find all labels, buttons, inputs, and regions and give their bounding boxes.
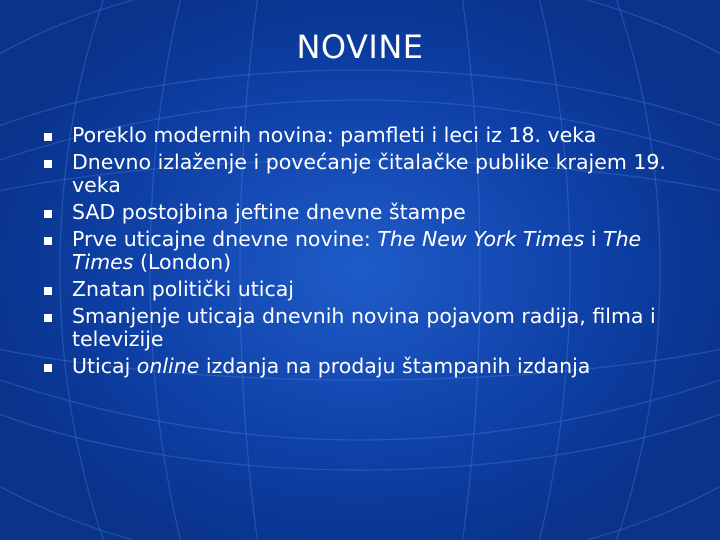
- emphasis-text: online: [136, 354, 200, 378]
- bullet-text: SAD postojbina jeftine dnevne štampe: [72, 200, 466, 224]
- square-bullet-icon: [44, 287, 52, 295]
- bullet-text: Prve uticajne dnevne novine:: [72, 227, 378, 251]
- bullet-text: Dnevno izlaženje i povećanje čitalačke publike krajem 19. veka: [72, 150, 666, 197]
- bullet-text: i: [584, 227, 604, 251]
- square-bullet-icon: [44, 160, 52, 168]
- bullet-text: (London): [133, 250, 232, 274]
- bullet-text: Uticaj: [72, 354, 137, 378]
- bullet-text: Znatan politički uticaj: [72, 277, 294, 301]
- bullet-list: [44, 124, 694, 382]
- bullet-item: [44, 151, 694, 197]
- bullet-item: [44, 124, 694, 147]
- square-bullet-icon: [44, 314, 52, 322]
- bullet-item: [44, 355, 694, 378]
- bullet-text: Smanjenje uticaja dnevnih novina pojavom radija, filma i televizije: [72, 304, 656, 351]
- square-bullet-icon: [44, 364, 52, 372]
- bullet-text: izdanja na prodaju štampanih izdanja: [199, 354, 591, 378]
- square-bullet-icon: [44, 237, 52, 245]
- bullet-text: Poreklo modernih novina: pamfleti i leci iz 18. veka: [72, 123, 597, 147]
- newspaper-title: The Times: [72, 227, 642, 274]
- slide-title: NOVINE: [296, 28, 424, 66]
- square-bullet-icon: [44, 210, 52, 218]
- bullet-item: [44, 305, 694, 351]
- bullet-item: [44, 278, 694, 301]
- bullet-item: [44, 201, 694, 224]
- bullet-item: [44, 228, 694, 274]
- square-bullet-icon: [44, 133, 52, 141]
- newspaper-title: The New York Times: [377, 227, 585, 251]
